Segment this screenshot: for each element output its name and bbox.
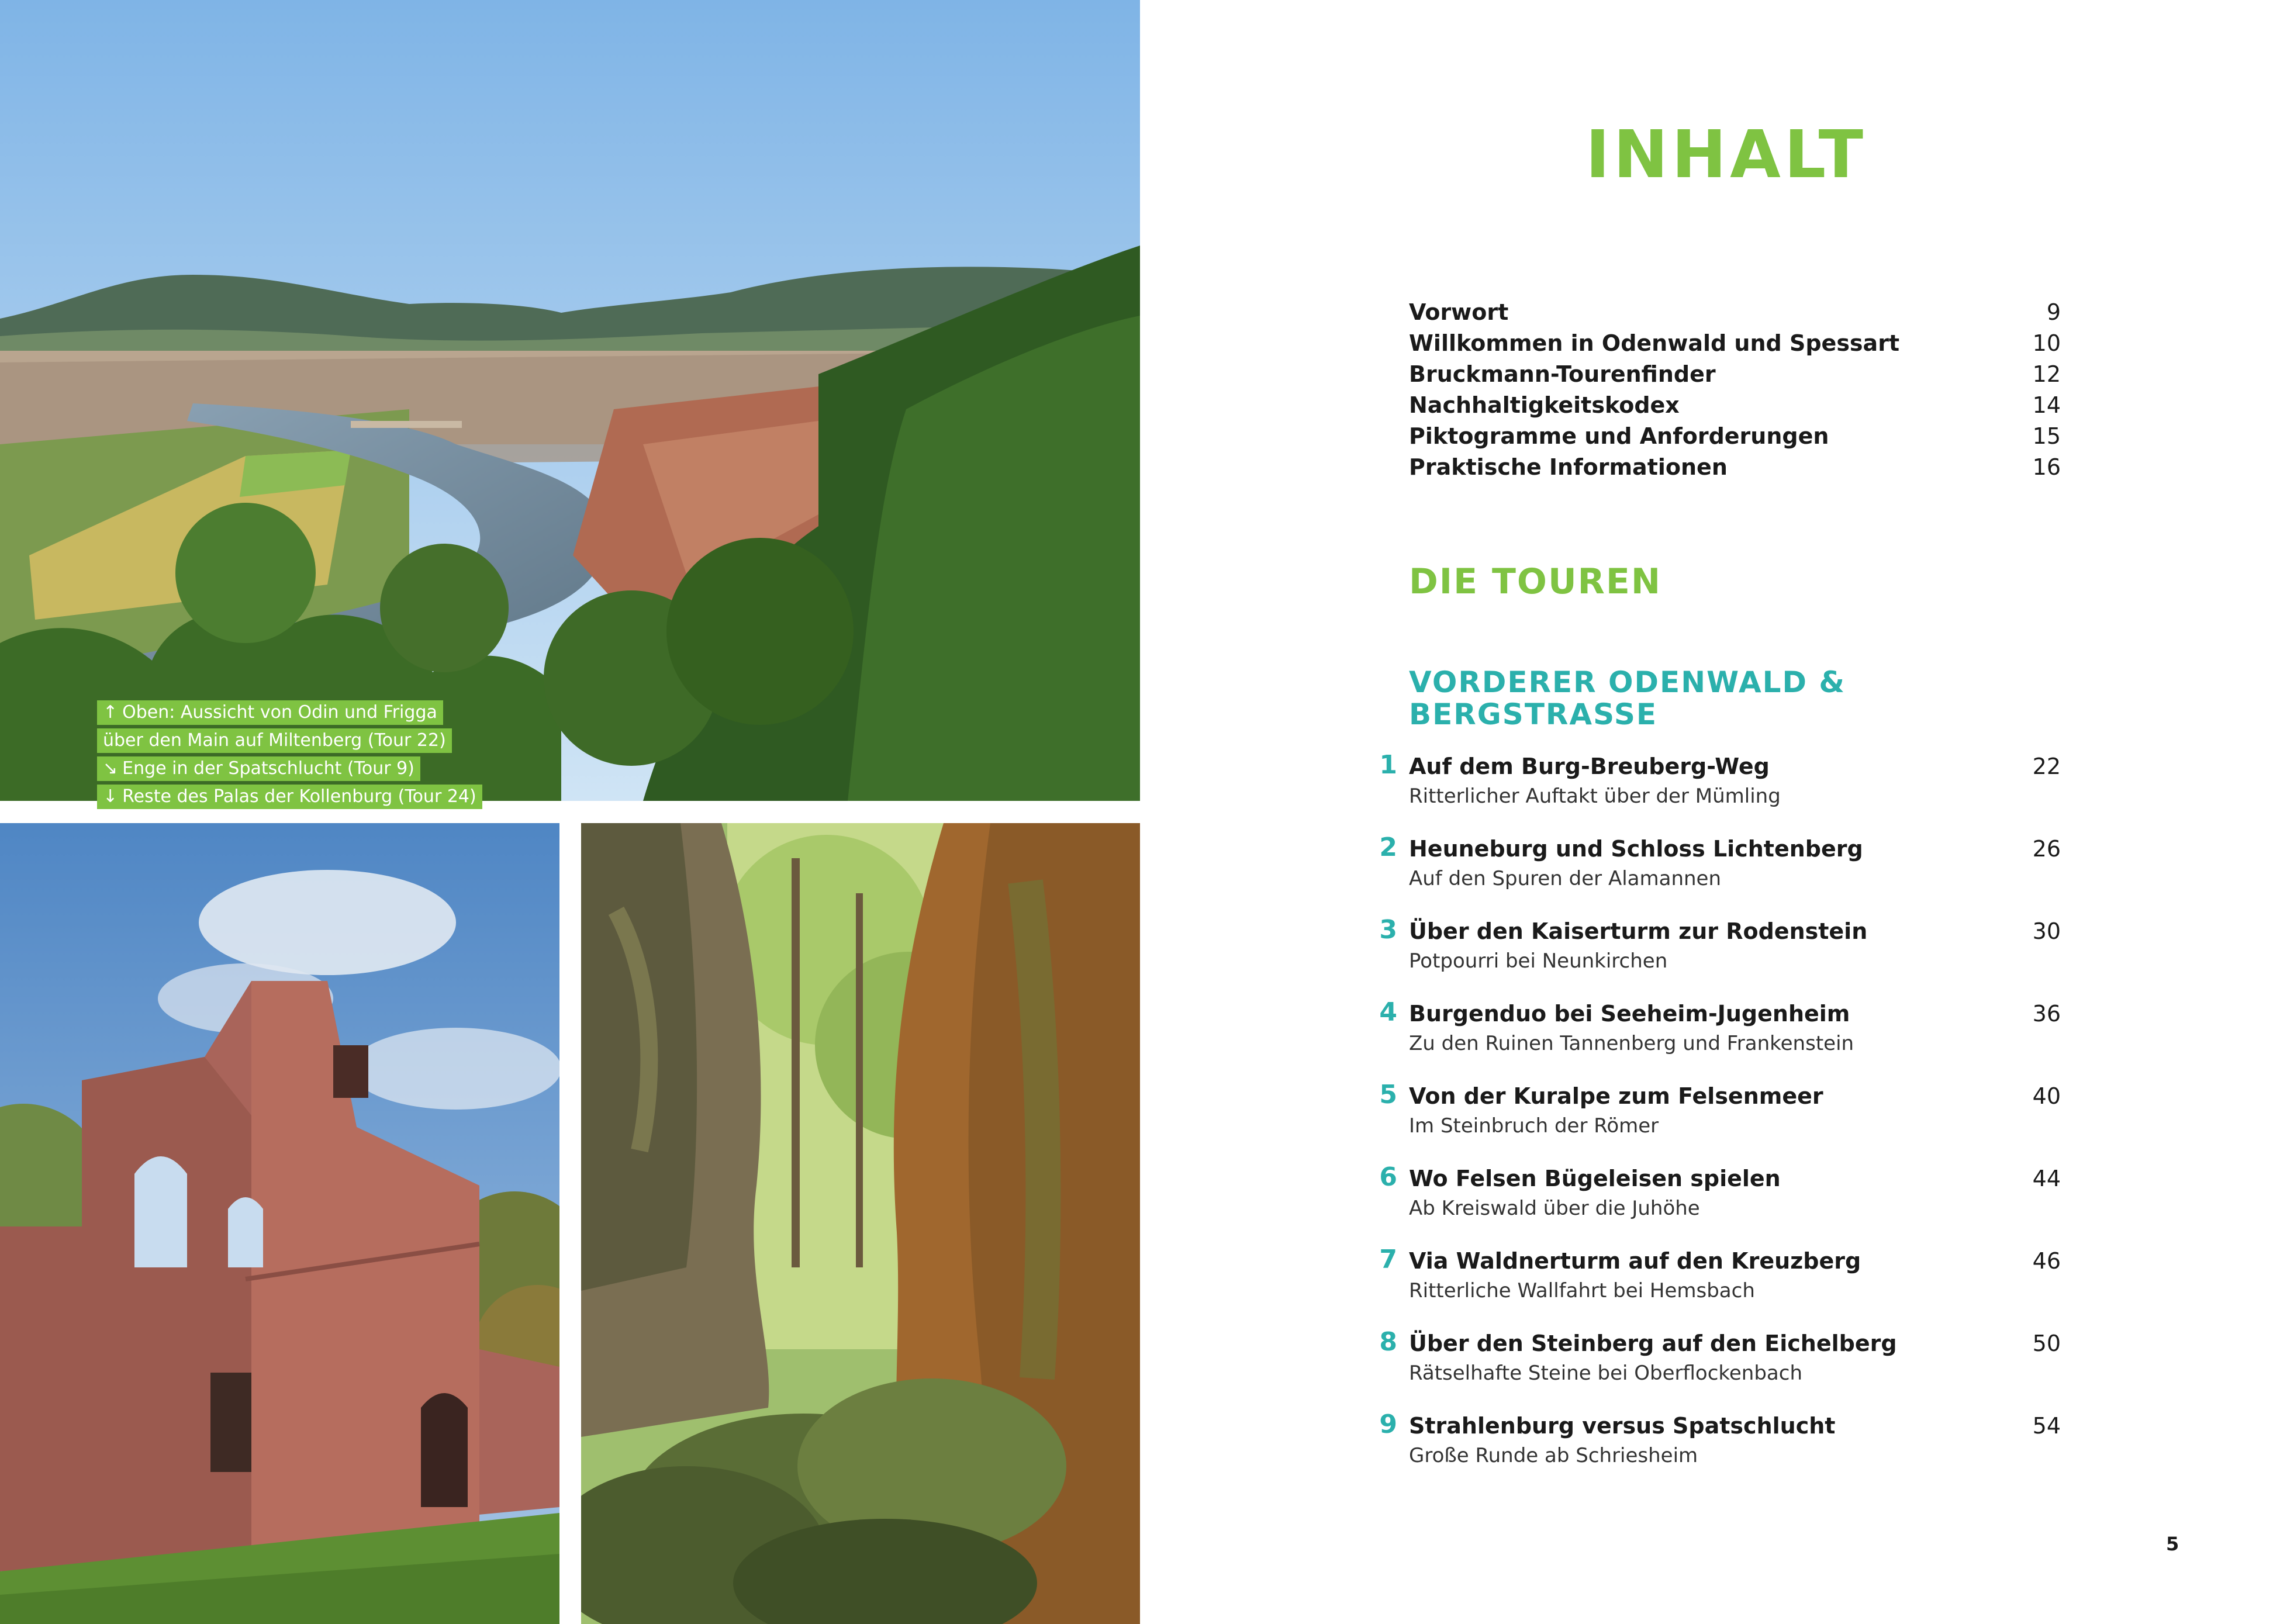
tour-page: 22: [2032, 754, 2061, 779]
tour-title: Auf dem Burg-Breuberg-Weg: [1409, 754, 1770, 779]
tour-entry: [1350, 832, 2061, 914]
toc-row: [1409, 359, 2061, 390]
tour-number: 2: [1379, 832, 1397, 862]
tour-title: Wo Felsen Bügeleisen spielen: [1409, 1166, 1781, 1191]
tour-title: Via Waldnerturm auf den Kreuzberg: [1409, 1248, 1861, 1274]
toc-label: Praktische Informationen: [1409, 454, 1728, 480]
tour-page: 44: [2032, 1166, 2061, 1191]
tour-title: Über den Steinberg auf den Eichelberg: [1409, 1331, 1897, 1356]
photo-kollenburg-ruin: [0, 823, 559, 1624]
tour-entry: [1350, 749, 2061, 832]
caption-line: über den Main auf Miltenberg (Tour 22): [97, 728, 452, 753]
tour-page: 54: [2032, 1413, 2061, 1439]
tour-entry: [1350, 1079, 2061, 1162]
tour-page: 40: [2032, 1083, 2061, 1109]
tour-number: 3: [1379, 915, 1397, 945]
toc-page: 16: [2032, 454, 2061, 480]
arrow-up-icon: ↑: [103, 702, 118, 723]
tour-title: Burgenduo bei Seeheim-Jugenheim: [1409, 1001, 1850, 1027]
caption-line: ↓ Reste des Palas der Kollenburg (Tour 24): [97, 785, 482, 809]
tour-number: 5: [1379, 1080, 1397, 1110]
tour-subtitle: Große Runde ab Schriesheim: [1409, 1444, 1698, 1467]
tour-entry: [1350, 1244, 2061, 1326]
tour-title: Strahlenburg versus Spatschlucht: [1409, 1413, 1836, 1439]
tour-title: Heuneburg und Schloss Lichtenberg: [1409, 836, 1863, 862]
tour-page: 46: [2032, 1248, 2061, 1274]
caption-line: ↘ Enge in der Spatschlucht (Tour 9): [97, 756, 420, 781]
tour-number: 7: [1379, 1245, 1397, 1274]
tour-page: 36: [2032, 1001, 2061, 1027]
toc-page: 12: [2032, 361, 2061, 387]
tour-number: 8: [1379, 1327, 1397, 1357]
tour-title: Über den Kaiserturm zur Rodenstein: [1409, 918, 1868, 944]
tour-page: 50: [2032, 1331, 2061, 1356]
caption-line: ↑ Oben: Aussicht von Odin und Frigga: [97, 700, 443, 725]
photo-spatschlucht-gorge: [581, 823, 1140, 1624]
toc-row: [1409, 421, 2061, 452]
photo-captions: [97, 700, 482, 813]
toc-label: Nachhaltigkeitskodex: [1409, 392, 1680, 418]
photo-miltenberg-view: [0, 0, 1140, 801]
tour-subtitle: Ab Kreiswald über die Juhöhe: [1409, 1197, 1700, 1220]
tour-number: 6: [1379, 1162, 1397, 1192]
tour-entry: [1350, 1326, 2061, 1409]
arrow-down-right-icon: ↘: [103, 758, 118, 779]
tour-number: 4: [1379, 997, 1397, 1027]
front-matter-list: [1409, 297, 2061, 483]
toc-label: Willkommen in Odenwald und Spessart: [1409, 330, 1900, 356]
toc-label: Piktogramme und Anforderungen: [1409, 423, 1829, 449]
tour-entry: [1350, 914, 2061, 997]
region-heading: VORDERER ODENWALD & BERGSTRASSE: [1409, 665, 1846, 731]
tour-number: 1: [1379, 750, 1397, 780]
page-title: INHALT: [1585, 117, 1867, 193]
toc-page: 15: [2032, 423, 2061, 449]
tour-subtitle: Auf den Spuren der Alamannen: [1409, 867, 1722, 890]
tour-entry: [1350, 1162, 2061, 1244]
tour-title: Von der Kuralpe zum Felsenmeer: [1409, 1083, 1823, 1109]
tour-page: 30: [2032, 918, 2061, 944]
toc-page: 10: [2032, 330, 2061, 356]
tour-subtitle: Im Steinbruch der Römer: [1409, 1114, 1659, 1138]
tour-page: 26: [2032, 836, 2061, 862]
tour-entry: [1350, 997, 2061, 1079]
toc-page: 14: [2032, 392, 2061, 418]
tour-number: 9: [1379, 1409, 1397, 1439]
tour-subtitle: Potpourri bei Neunkirchen: [1409, 949, 1668, 973]
arrow-down-icon: ↓: [103, 786, 118, 807]
tour-subtitle: Ritterlicher Auftakt über der Mümling: [1409, 785, 1781, 808]
tour-subtitle: Zu den Ruinen Tannenberg und Frankenstein: [1409, 1032, 1854, 1055]
toc-label: Vorwort: [1409, 299, 1509, 325]
toc-row: [1409, 297, 2061, 328]
toc-row: [1409, 328, 2061, 359]
tour-entry: [1350, 1409, 2061, 1491]
tour-subtitle: Ritterliche Wallfahrt bei Hemsbach: [1409, 1279, 1755, 1302]
toc-row: [1409, 452, 2061, 483]
tour-subtitle: Rätselhafte Steine bei Oberflockenbach: [1409, 1362, 1802, 1385]
section-heading: DIE TOUREN: [1409, 561, 1662, 602]
page-number: 5: [2166, 1533, 2179, 1555]
toc-label: Bruckmann-Tourenfinder: [1409, 361, 1716, 387]
toc-page: 9: [2046, 299, 2061, 325]
toc-row: [1409, 390, 2061, 421]
tour-list: [1350, 749, 2061, 1491]
